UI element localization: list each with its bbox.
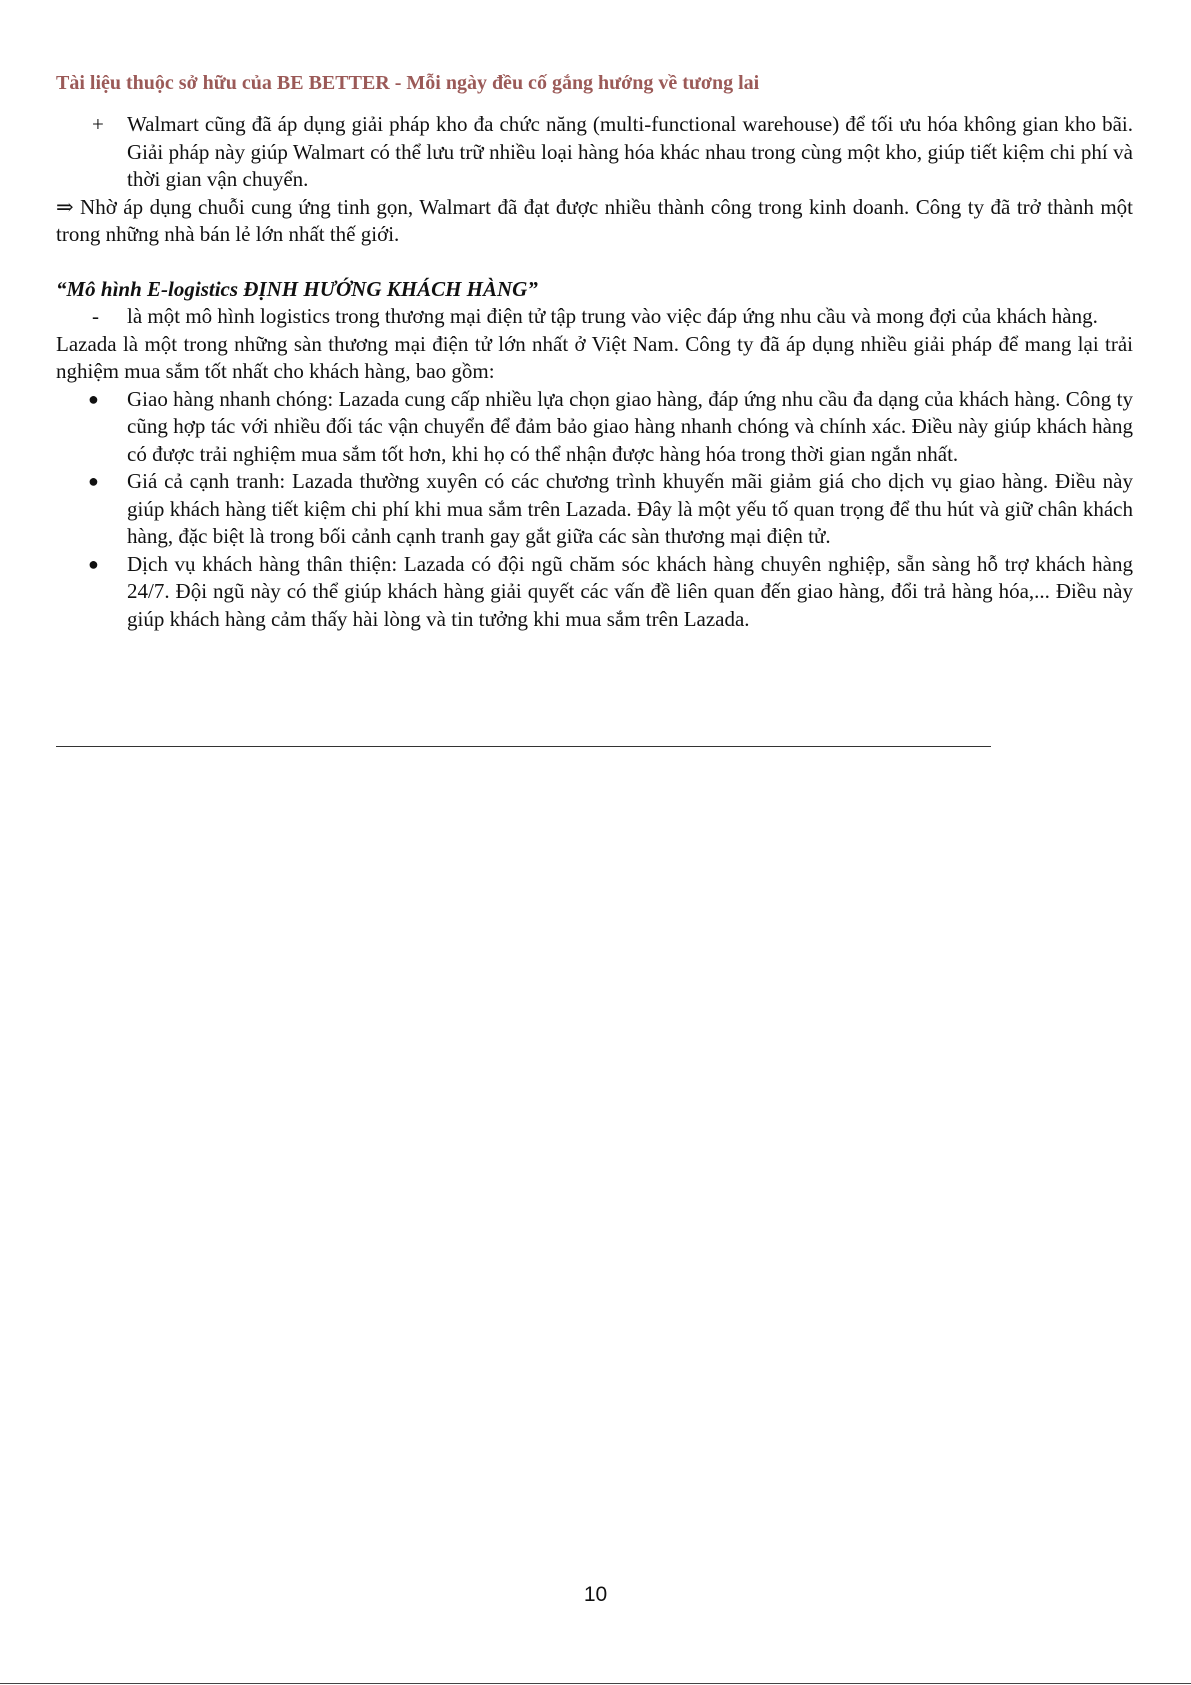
list-item-text: Walmart cũng đã áp dụng giải pháp kho đa chức năng (multi-functional warehouse) để tối ưu hóa không gian kho bãi. Giải pháp này giúp Walmart có thể lưu trữ nhiều loại hàng hóa khác nhau trong cùng một kho, giúp tiết kiệm chi phí và thời gian vận chuyển. <box>127 112 1133 191</box>
bullet-text: Dịch vụ khách hàng thân thiện: Lazada có đội ngũ chăm sóc khách hàng chuyên nghiệp, sẵn sàng hỗ trợ khách hàng 24/7. Đội ngũ này có thể giúp khách hàng giải quyết các vấn đề liên quan đến giao hàng, đổi trả hàng hóa,... Điều này giúp khách hàng cảm thấy hài lòng và tin tưởng khi mua sắm trên Lazada. <box>127 551 1133 631</box>
conclusion-paragraph: ⇒ Nhờ áp dụng chuỗi cung ứng tinh gọn, Walmart đã đạt được nhiều thành công trong kinh doanh. Công ty đã trở thành một trong những nhà bán lẻ lớn nhất thế giới. <box>56 194 1133 246</box>
bullet-text: Giao hàng nhanh chóng: Lazada cung cấp nhiều lựa chọn giao hàng, đáp ứng nhu cầu đa dạng của khách hàng. Công ty cũng hợp tác với nhiều đối tác vận chuyển để đảm bảo giao hàng nhanh chóng và chính xác. Điều này giúp khách hàng có được trải nghiệm mua sắm tốt hơn, khi họ có thể nhận được hàng hóa trong thời gian ngắn nhất. <box>127 386 1133 466</box>
bullet-item-price <box>56 468 1133 551</box>
bullet-item-delivery <box>56 386 1133 469</box>
dash-marker: - <box>92 304 99 328</box>
bullet-text: Giá cả cạnh tranh: Lazada thường xuyên có các chương trình khuyến mãi giảm giá cho dịch vụ giao hàng. Điều này giúp khách hàng tiết kiệm chi phí khi mua sắm trên Lazada. Đây là một yếu tố quan trọng để thu hút và giữ chân khách hàng, đặc biệt là trong bối cảnh cạnh tranh gay gắt giữa các sàn thương mại điện tử. <box>127 469 1133 548</box>
bullet-item-service <box>56 551 1133 634</box>
footnote-separator <box>56 746 991 747</box>
list-item-definition <box>56 303 1133 331</box>
list-item-text: là một mô hình logistics trong thương mại điện tử tập trung vào việc đáp ứng nhu cầu và mong đợi của khách hàng. <box>127 304 1098 328</box>
page-header: Tài liệu thuộc sở hữu của BE BETTER - Mỗi ngày đều cố gắng hướng về tương lai <box>56 72 760 94</box>
list-item-walmart <box>56 111 1133 194</box>
intro-paragraph: Lazada là một trong những sàn thương mại điện tử lớn nhất ở Việt Nam. Công ty đã áp dụng nhiều giải pháp để mang lại trải nghiệm mua sắm tốt nhất cho khách hàng, bao gồm: <box>56 331 1133 383</box>
bullet-icon: ● <box>88 388 99 409</box>
page-body <box>56 111 1133 633</box>
page-number: 10 <box>583 1583 608 1606</box>
plus-marker: + <box>92 112 104 136</box>
page-bottom-edge <box>0 1683 1191 1684</box>
bullet-icon: ● <box>88 553 99 574</box>
section-heading: “Mô hình E-logistics ĐỊNH HƯỚNG KHÁCH HÀNG” <box>56 276 538 301</box>
bullet-icon: ● <box>88 471 99 491</box>
